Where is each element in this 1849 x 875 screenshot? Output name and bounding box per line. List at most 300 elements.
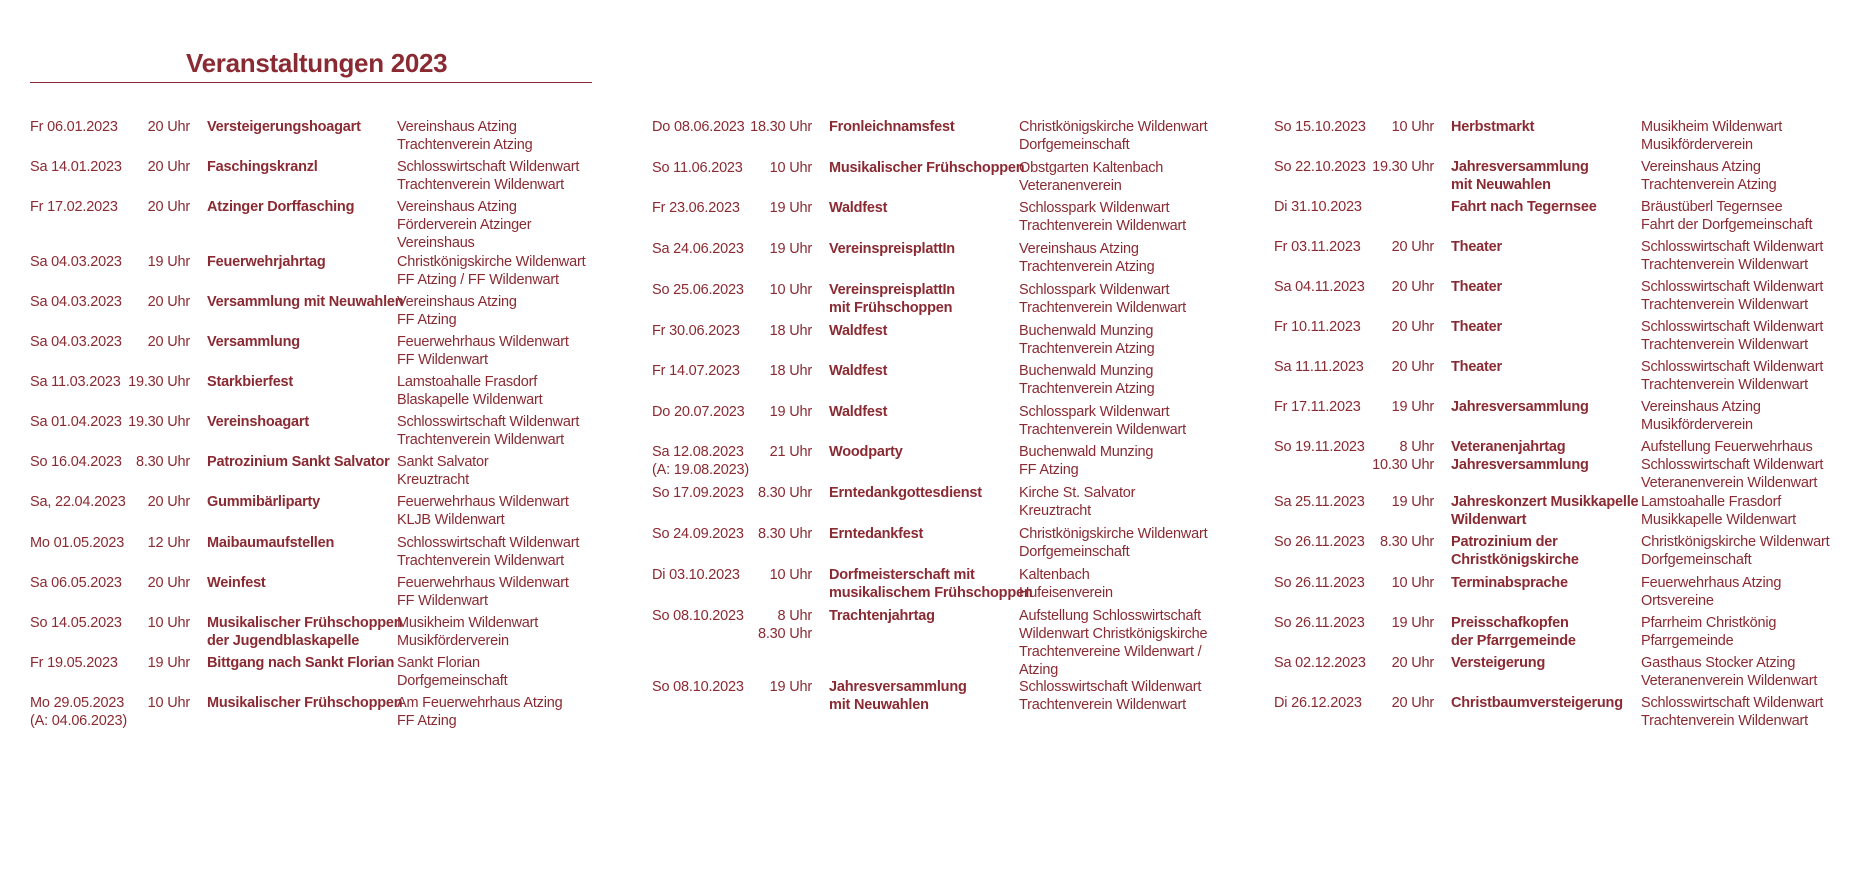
event-date — [30, 373, 121, 391]
event-location-line: Vereinshaus Atzing — [1641, 159, 1761, 175]
event-title-line: Musikalischer Frühschoppen — [829, 160, 1025, 176]
event-location-line: Christkönigskirche Wildenwart — [1019, 526, 1208, 542]
event-location-line: FF Wildenwart — [397, 593, 488, 609]
event-time — [110, 158, 190, 176]
event-location — [397, 118, 533, 154]
event-title-line: mit Neuwahlen — [829, 697, 929, 713]
event-title-line: der Jugendblaskapelle — [207, 633, 360, 649]
event-title-line: Erntedankgottesdienst — [829, 485, 982, 501]
event-location-line: Buchenwald Munzing — [1019, 444, 1154, 460]
event-location-line: Kreuztracht — [1019, 503, 1091, 519]
event-title — [1451, 614, 1576, 650]
event-title-line: Versammlung — [207, 334, 300, 350]
event-time-line: 10.30 Uhr — [1372, 457, 1434, 473]
event-location-line: Trachtenverein Wildenwart — [397, 432, 564, 448]
event-date — [652, 240, 744, 258]
event-title-line: Jahreskonzert Musikkapelle — [1451, 494, 1639, 510]
event-time-line: 8.30 Uhr — [757, 485, 812, 501]
event-title — [207, 373, 293, 391]
event-time-line: 19 Uhr — [1391, 494, 1434, 510]
event-location — [1641, 318, 1823, 354]
event-date-line: Di 31.10.2023 — [1274, 199, 1362, 215]
event-date-line: Di 03.10.2023 — [652, 567, 740, 583]
event-date — [652, 403, 745, 421]
event-location-line: Pfarrgemeinde — [1641, 633, 1734, 649]
event-date — [30, 158, 122, 176]
event-time — [1354, 533, 1434, 551]
event-date-line: So 08.10.2023 — [652, 608, 744, 624]
event-date-line: Sa 11.03.2023 — [30, 374, 121, 390]
event-date — [1274, 614, 1365, 632]
event-time — [732, 362, 812, 380]
event-location-line: Musikförderverein — [1641, 137, 1753, 153]
event-location-line: Vereinshaus Atzing — [1641, 399, 1761, 415]
event-date — [1274, 118, 1366, 136]
event-title-line: Terminabsprache — [1451, 575, 1568, 591]
event-time — [110, 413, 190, 431]
event-title-line: Woodparty — [829, 444, 903, 460]
event-title-line: VereinspreisplattIn — [829, 241, 955, 257]
event-date-line: So 26.11.2023 — [1274, 615, 1365, 631]
event-date-line: Di 26.12.2023 — [1274, 695, 1362, 711]
event-location-line: Buchenwald Munzing — [1019, 363, 1154, 379]
event-title — [829, 199, 887, 217]
event-time-line: 19 Uhr — [769, 200, 812, 216]
event-location-line: Schlosswirtschaft Wildenwart — [1641, 359, 1824, 375]
event-time — [732, 403, 812, 421]
title-rule — [30, 44, 592, 83]
event-date-line: Fr 03.11.2023 — [1274, 239, 1361, 255]
event-location-line: Am Feuerwehrhaus Atzing — [397, 695, 563, 711]
event-location-line: Trachtenverein Wildenwart — [1641, 713, 1808, 729]
event-location — [397, 333, 569, 369]
event-title — [1451, 118, 1534, 136]
event-location-line: Musikförderverein — [397, 633, 509, 649]
event-location-line: FF Atzing — [1019, 462, 1079, 478]
event-title — [1451, 278, 1502, 296]
event-title — [829, 525, 923, 543]
event-location-line: Trachtenverein Wildenwart — [1019, 300, 1186, 316]
event-date — [652, 525, 744, 543]
event-title-line: Theater — [1451, 279, 1502, 295]
event-title-line: Versteigerung — [1451, 655, 1546, 671]
event-location-line: Schlosspark Wildenwart — [1019, 200, 1170, 216]
event-title-line: der Pfarrgemeinde — [1451, 633, 1576, 649]
event-location — [397, 614, 538, 650]
event-location-line: Schlosswirtschaft Wildenwart — [1641, 695, 1824, 711]
event-time — [110, 574, 190, 592]
event-time — [732, 566, 812, 584]
event-time-line: 19 Uhr — [769, 679, 812, 695]
event-time-line: 21 Uhr — [769, 444, 812, 460]
event-time-line: 10 Uhr — [1391, 119, 1434, 135]
event-location-line: Kaltenbach — [1019, 567, 1090, 583]
event-title — [829, 566, 1033, 602]
event-location-line: Pfarrheim Christkönig — [1641, 615, 1777, 631]
event-title-line: Feuerwehrjahrtag — [207, 254, 326, 270]
event-date-line: Fr 06.01.2023 — [30, 119, 118, 135]
event-time-line: 19 Uhr — [769, 404, 812, 420]
event-time-line: 20 Uhr — [147, 575, 190, 591]
event-time — [1354, 694, 1434, 712]
event-location-line: Trachtenverein Wildenwart — [1019, 218, 1186, 234]
event-title-line: musikalischem Frühschoppen — [829, 585, 1033, 601]
event-date-line: (A: 19.08.2023) — [652, 462, 749, 478]
event-location-line: Ortsvereine — [1641, 593, 1714, 609]
event-time-line: 19.30 Uhr — [128, 374, 190, 390]
event-time — [1354, 278, 1434, 296]
event-location-line: Sankt Salvator — [397, 454, 489, 470]
event-date-line: Sa 25.11.2023 — [1274, 494, 1365, 510]
event-title-line: Jahresversammlung — [829, 679, 967, 695]
event-date-line: Sa 04.03.2023 — [30, 294, 122, 310]
event-date — [30, 198, 118, 216]
event-location-line: Kirche St. Salvator — [1019, 485, 1136, 501]
event-time — [110, 118, 190, 136]
event-location — [1641, 438, 1823, 492]
event-title-line: Veteranenjahrtag — [1451, 439, 1566, 455]
event-location — [397, 654, 507, 690]
event-title — [829, 240, 955, 258]
event-location-line: Feuerwehrhaus Wildenwart — [397, 575, 569, 591]
event-date — [30, 574, 122, 592]
event-time-line: 19.30 Uhr — [128, 414, 190, 430]
event-time-line: 20 Uhr — [1391, 655, 1434, 671]
event-title — [1451, 694, 1623, 712]
event-time — [732, 281, 812, 299]
event-location — [1641, 358, 1823, 394]
event-location-line: Schlosspark Wildenwart — [1019, 404, 1170, 420]
event-title-line: Weinfest — [207, 575, 266, 591]
event-date-line: So 19.11.2023 — [1274, 439, 1365, 455]
event-date-line: So 22.10.2023 — [1274, 159, 1366, 175]
event-title-line: Patrozinium Sankt Salvator — [207, 454, 390, 470]
event-location — [397, 534, 579, 570]
event-title-line: mit Frühschoppen — [829, 300, 953, 316]
event-date — [652, 566, 740, 584]
event-location-line: Trachtenverein Wildenwart — [1641, 257, 1808, 273]
event-time — [110, 293, 190, 311]
event-location-line: Trachtenverein Wildenwart — [1641, 297, 1808, 313]
event-location-line: Fahrt der Dorfgemeinschaft — [1641, 217, 1813, 233]
event-location — [397, 293, 517, 329]
event-date-line: Do 20.07.2023 — [652, 404, 745, 420]
event-date-line: Sa, 22.04.2023 — [30, 494, 126, 510]
event-title — [207, 293, 403, 311]
event-title — [829, 443, 903, 461]
event-time — [1354, 158, 1434, 176]
event-location — [1019, 281, 1186, 317]
event-title-line: Starkbierfest — [207, 374, 294, 390]
event-date-line: So 26.11.2023 — [1274, 534, 1365, 550]
event-title-line: Waldfest — [829, 323, 888, 339]
event-title — [207, 413, 309, 431]
event-title — [207, 253, 325, 271]
event-title — [207, 118, 361, 136]
event-location-line: Aufstellung Schlosswirtschaft — [1019, 608, 1201, 624]
event-time — [110, 198, 190, 216]
event-location-line: KLJB Wildenwart — [397, 512, 505, 528]
event-title-line: Atzinger Dorffasching — [207, 199, 355, 215]
event-date — [30, 654, 118, 672]
event-date-line: (A: 04.06.2023) — [30, 713, 127, 729]
event-date-line: Sa 01.04.2023 — [30, 414, 122, 430]
event-title-line: Trachtenjahrtag — [829, 608, 935, 624]
event-date — [652, 678, 744, 696]
event-title-line: Bittgang nach Sankt Florian — [207, 655, 395, 671]
event-date-line: Sa 06.05.2023 — [30, 575, 122, 591]
event-date-line: Sa 04.11.2023 — [1274, 279, 1365, 295]
event-time — [1354, 493, 1434, 511]
event-time-line: 8 Uhr — [777, 608, 812, 624]
event-time — [110, 534, 190, 552]
event-title — [1451, 198, 1597, 216]
event-location — [397, 253, 585, 289]
event-location — [1019, 566, 1113, 602]
event-title-line: Erntedankfest — [829, 526, 924, 542]
event-date-line: Mo 29.05.2023 — [30, 695, 125, 711]
event-location — [1019, 607, 1207, 679]
event-location-line: Atzing — [1019, 662, 1059, 678]
event-date-line: Fr 17.02.2023 — [30, 199, 118, 215]
event-location — [1641, 198, 1812, 234]
event-title — [829, 322, 887, 340]
event-date-line: Sa 24.06.2023 — [652, 241, 744, 257]
event-location — [1641, 398, 1761, 434]
event-title-line: Waldfest — [829, 404, 888, 420]
event-time — [732, 199, 812, 217]
event-time — [110, 493, 190, 511]
event-date-line: Fr 17.11.2023 — [1274, 399, 1361, 415]
event-time-line: 8 Uhr — [1399, 439, 1434, 455]
event-location-line: Trachtenvereine Wildenwart / — [1019, 644, 1202, 660]
event-location-line: Vereinshaus Atzing — [397, 119, 517, 135]
event-title-line: Jahresversammlung — [1451, 457, 1589, 473]
event-date-line: Mo 01.05.2023 — [30, 535, 125, 551]
event-date — [1274, 278, 1365, 296]
event-location-line: Musikheim Wildenwart — [397, 615, 539, 631]
event-title — [1451, 438, 1589, 474]
event-location — [1641, 694, 1823, 730]
event-location-line: Bräustüberl Tegernsee — [1641, 199, 1783, 215]
event-location-line: Christkönigskirche Wildenwart — [1641, 534, 1830, 550]
event-time — [732, 240, 812, 258]
event-title-line: Christkönigskirche — [1451, 552, 1579, 568]
event-location-line: FF Atzing — [397, 713, 457, 729]
event-date-line: So 08.10.2023 — [652, 679, 744, 695]
event-location-line: Veteranenverein Wildenwart — [1641, 673, 1818, 689]
event-time-line: 20 Uhr — [147, 119, 190, 135]
event-location-line: Vereinshaus — [397, 235, 475, 251]
event-time-line: 20 Uhr — [147, 494, 190, 510]
event-location-line: Trachtenverein Wildenwart — [1641, 377, 1808, 393]
event-location — [1019, 159, 1163, 195]
event-location-line: Trachtenverein Atzing — [397, 137, 533, 153]
event-location — [397, 413, 579, 449]
event-title — [207, 614, 402, 650]
event-title-line: Jahresversammlung — [1451, 399, 1589, 415]
event-location-line: Feuerwehrhaus Wildenwart — [397, 334, 569, 350]
event-time-line: 19 Uhr — [1391, 399, 1434, 415]
event-title-line: Jahresversammlung — [1451, 159, 1589, 175]
event-title-line: Versammlung mit Neuwahlen — [207, 294, 404, 310]
event-title-line: Herbstmarkt — [1451, 119, 1535, 135]
event-location — [1019, 240, 1155, 276]
event-time-line: 8.30 Uhr — [1379, 534, 1434, 550]
event-date-line: So 15.10.2023 — [1274, 119, 1366, 135]
event-time-line: 10 Uhr — [147, 615, 190, 631]
event-location — [397, 453, 489, 489]
event-title — [1451, 318, 1502, 336]
event-title-line: Dorfmeisterschaft mit — [829, 567, 975, 583]
event-title-line: Theater — [1451, 359, 1502, 375]
event-location-line: Musikförderverein — [1641, 417, 1753, 433]
event-location-line: Schlosspark Wildenwart — [1019, 282, 1170, 298]
event-location-line: Dorfgemeinschaft — [1019, 544, 1130, 560]
event-date-line: So 14.05.2023 — [30, 615, 122, 631]
event-time-line: 20 Uhr — [147, 159, 190, 175]
event-location — [1641, 614, 1776, 650]
event-time-line: 8.30 Uhr — [757, 526, 812, 542]
event-date-line: So 17.09.2023 — [652, 485, 744, 501]
event-date — [1274, 694, 1362, 712]
event-date — [652, 322, 740, 340]
event-location — [1641, 654, 1817, 690]
event-time-line: 19 Uhr — [147, 655, 190, 671]
event-date-line: Sa 11.11.2023 — [1274, 359, 1364, 375]
event-location — [397, 373, 543, 409]
event-date-line: Sa 14.01.2023 — [30, 159, 122, 175]
event-title-line: Theater — [1451, 239, 1502, 255]
event-location — [1019, 322, 1155, 358]
event-location-line: Dorfgemeinschaft — [1641, 552, 1752, 568]
event-location-line: Musikheim Wildenwart — [1641, 119, 1783, 135]
event-date-line: So 24.09.2023 — [652, 526, 744, 542]
event-location-line: Trachtenverein Wildenwart — [397, 177, 564, 193]
event-title-line: Gummibärliparty — [207, 494, 321, 510]
event-time-line: 20 Uhr — [1391, 279, 1434, 295]
event-title-line: Waldfest — [829, 200, 888, 216]
event-time-line: 19 Uhr — [147, 254, 190, 270]
event-location-line: Trachtenverein Atzing — [1641, 177, 1777, 193]
event-title — [1451, 533, 1579, 569]
event-location-line: Hufeisenverein — [1019, 585, 1113, 601]
event-time — [1354, 238, 1434, 256]
event-date — [1274, 533, 1365, 551]
event-title-line: Musikalischer Frühschoppen — [207, 695, 403, 711]
event-time-line: 18 Uhr — [769, 363, 812, 379]
event-time — [732, 443, 812, 461]
event-location-line: Vereinshaus Atzing — [1019, 241, 1139, 257]
event-location — [1641, 118, 1782, 154]
event-time — [1354, 574, 1434, 592]
event-location — [1019, 443, 1153, 479]
event-location-line: Förderverein Atzinger — [397, 217, 532, 233]
event-time — [110, 694, 190, 712]
event-location — [1019, 118, 1207, 154]
event-title — [1451, 158, 1589, 194]
event-title-line: Maibaumaufstellen — [207, 535, 335, 551]
event-location — [1641, 533, 1829, 569]
event-time-line: 19.30 Uhr — [1372, 159, 1434, 175]
event-location — [1641, 238, 1823, 274]
event-date — [30, 118, 118, 136]
event-location-line: FF Wildenwart — [397, 352, 488, 368]
event-date-line: Sa 02.12.2023 — [1274, 655, 1366, 671]
event-location-line: Trachtenverein Atzing — [1019, 341, 1155, 357]
event-time-line: 10 Uhr — [769, 567, 812, 583]
event-title-line: mit Neuwahlen — [1451, 177, 1551, 193]
event-location — [397, 493, 569, 529]
event-title — [829, 484, 982, 502]
event-title-line: Musikalischer Frühschoppen — [207, 615, 403, 631]
event-time — [1354, 318, 1434, 336]
event-location-line: Schlosswirtschaft Wildenwart — [1641, 457, 1824, 473]
event-location-line: FF Atzing — [397, 312, 457, 328]
event-title-line: Patrozinium der — [1451, 534, 1558, 550]
event-time — [1354, 398, 1434, 416]
event-time — [732, 607, 812, 643]
event-location-line: Feuerwehrhaus Atzing — [1641, 575, 1782, 591]
event-title — [207, 654, 394, 672]
event-date-line: Fr 30.06.2023 — [652, 323, 740, 339]
event-time — [110, 614, 190, 632]
event-date-line: So 16.04.2023 — [30, 454, 122, 470]
event-time-line: 20 Uhr — [1391, 695, 1434, 711]
event-date — [1274, 198, 1362, 216]
event-title — [207, 198, 354, 216]
event-time — [732, 118, 812, 136]
event-location-line: Schlosswirtschaft Wildenwart — [397, 159, 580, 175]
event-location-line: Trachtenverein Wildenwart — [397, 553, 564, 569]
event-title — [829, 281, 955, 317]
event-title-line: Vereinshoagart — [207, 414, 309, 430]
event-time — [110, 333, 190, 351]
event-date-line: So 11.06.2023 — [652, 160, 743, 176]
event-title — [1451, 238, 1502, 256]
event-title — [1451, 358, 1502, 376]
event-title-line: Theater — [1451, 319, 1502, 335]
event-location-line: Vereinshaus Atzing — [397, 199, 517, 215]
event-title — [829, 362, 887, 380]
event-date-line: Fr 10.11.2023 — [1274, 319, 1361, 335]
event-location-line: Lamstoahalle Frasdorf — [397, 374, 538, 390]
event-title — [829, 118, 955, 136]
event-date — [30, 253, 122, 271]
event-title — [829, 607, 935, 625]
event-title — [207, 574, 266, 592]
event-time-line: 19 Uhr — [1391, 615, 1434, 631]
event-location-line: Schlosswirtschaft Wildenwart — [1641, 239, 1824, 255]
event-date — [652, 159, 743, 177]
event-title — [1451, 398, 1589, 416]
event-time-line: 20 Uhr — [1391, 359, 1434, 375]
event-title-line: Christbaumversteigerung — [1451, 695, 1623, 711]
event-location-line: Trachtenverein Atzing — [1019, 381, 1155, 397]
event-date — [1274, 654, 1366, 672]
event-date — [1274, 238, 1361, 256]
event-date-line: Fr 23.06.2023 — [652, 200, 740, 216]
event-title-line: Fronleichnamsfest — [829, 119, 955, 135]
event-time — [110, 373, 190, 391]
event-time-line: 12 Uhr — [147, 535, 190, 551]
event-title — [207, 453, 390, 471]
event-title-line: VereinspreisplattIn — [829, 282, 955, 298]
event-date — [30, 333, 122, 351]
event-location — [1019, 403, 1186, 439]
event-title — [829, 678, 967, 714]
event-title-line: Fahrt nach Tegernsee — [1451, 199, 1597, 215]
